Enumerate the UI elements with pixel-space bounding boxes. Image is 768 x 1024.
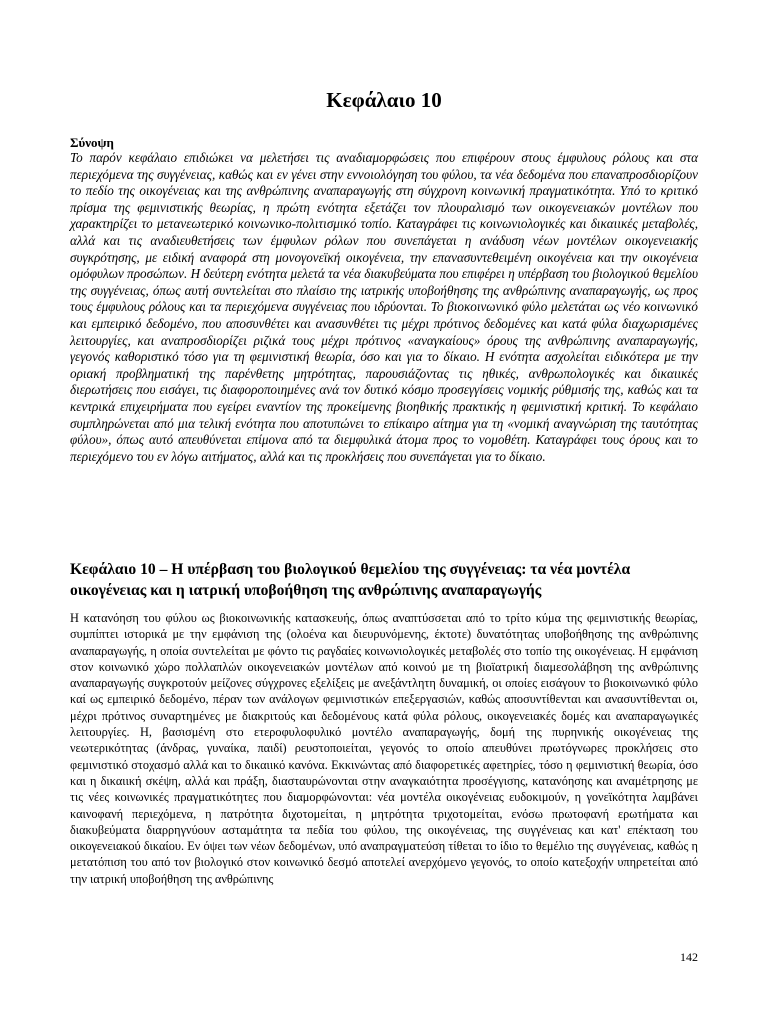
section-heading: Κεφάλαιο 10 – Η υπέρβαση του βιολογικού θεμελίου της συγγένειας: τα νέα μοντέλα οικογένειας και η ιατρική υποβοήθηση της ανθρώπινης αναπαραγωγής — [70, 561, 631, 599]
chapter-title: Κεφάλαιο 10 — [326, 88, 442, 112]
body-paragraph: Η κατανόηση του φύλου ως βιοκοινωνικής κατασκευής, όπως αναπτύσσεται από το τρίτο κύμα της φεμινιστικής θεωρίας, συμπίπτει ιστορικά με την εμφάνιση της (ολοένα και διευρυνόμενης, έκτοτε) δυνατότητας υποβοήθησης της ανθρώπινης αναπαραγωγής, η οποία συντελείται με φόντο τις ραγδαίες κοινωνιολογικές μεταβολές στο τοπίο της οικογένειας. Η εμφάνιση στον κοινωνικό χώρο πολλαπλών οικογενειακών μοντέλων από κοινού με τη βιοϊατρική διαμεσολάβηση της ανθρώπινης αναπαραγωγής συγκροτούν μείζονες σύγχρονες εξελίξεις με ανεξάντλητη δυναμική, οι οποίες εισάγουν το βιοκοινωνικό φύλο καί ως εμπειρικό δεδομένο, πέραν των ανάλογων φεμινιστικών επεξεργασιών, καθώς αποσυντίθενται και ανασυντίθενται οι, μέχρι πρότινος συναρτημένες με διακριτούς και δεδομένους κατά φύλα ρόλους, οικογενειακές δομές και αναπαραγωγικές λειτουργίες. Η, βασισμένη στο ετεροφυλοφυλικό μοντέλο αναπαραγωγής, δομή της πυρηνικής οικογένειας της νεωτερικότητας (άνδρας, γυναίκα, παιδί) ρευστοποιείται, γεγονός το οποίο απευθύνει πρωτόγνωρες προκλήσεις στο φεμινιστικό στοχασμό αλλά και το δικαιικό κανόνα. Εκκινώντας από διαφορετικές αφετηρίες, τόσο η φεμινιστική θεωρία, όσο και η δικαιική σκέψη, αλλά και πράξη, διασταυρώνονται στην αναγκαιότητα προσέγγισης, κατανόησης και αναμέτρησης με τις νέες κοινωνικές πραγματικότητες που διαμορφώνονται: νέα μοντέλα οικογένειας ευδοκιμούν, η γονεϊκότητα λαμβάνει καινοφανή περιεχόμενα, η πατρότητα διχοτομείται, η μητρότητα τριχοτομείται, ενόσω πρωτοφανή ερωτήματα και διακυβεύματα διαρρηγνύουν ασταμάτητα τα πεδία του φύλου, της οικογένειας, της συγγένειας και κατ' επέκταση του οικογενειακού δικαίου. Εν όψει των νέων δεδομένων, υπό αναπραγματεύση τίθεται το ίδιο το θεμέλιο της συγγένειας, καθώς η μετατόπιση του από τον βιολογικό στον κοινωνικό δεσμό αποτελεί ανερχόμενο γεγονός, το οποίο κατεξοχήν υπηρετείται από την ιατρική υποβοήθηση της ανθρώπινης — [70, 611, 698, 886]
summary-label: Σύνοψη — [70, 135, 114, 150]
summary-text: Το παρόν κεφάλαιο επιδιώκει να μελετήσει τις αναδιαμορφώσεις που επιφέρουν στους έμφυλους ρόλους και στα περιεχόμενα της συγγένειας, καθώς και εν γένει στην εννοιολόγηση του φύλου, τα νέα δεδομένα που επαναπροσδιορίζουν το πεδίο της οικογένειας και της ανθρώπινης αναπαραγωγής στη σύγχρονη κοινωνική πραγματικότητα. Υπό το κριτικό πρίσμα της φεμινιστικής θεωρίας, η πρώτη ενότητα εξετάζει τον πλουραλισμό των οικογενειακών μοντέλων που χαρακτηρίζει το μετανεωτερικό κοινωνικο-πολιτισμικό τοπίο. Καταγράφει τις κοινωνιολογικές και δικαιικές μεταβολές, αλλά και τις αναδιευθετήσεις των έμφυλων ρόλων που συνεπάγεται η ανάδυση νέων μοντέλων οικογενειακής συγκρότησης, με ειδική αναφορά στη μονογονεϊκή οικογένεια, την επανασυντεθειμένη οικογένεια και την οικογένεια ομόφυλων προσώπων. Η δεύτερη ενότητα μελετά τα νέα διακυβεύματα που επιφέρει η υπέρβαση του βιολογικού θεμελίου της συγγένειας, όπως αυτή συντελείται στο πλαίσιο της ιατρικής υποβοήθησης της ανθρώπινης αναπαραγωγής, ως προς τους έμφυλους ρόλους και τα περιεχόμενα συγγένειας που ιδρύονται. Το βιοκοινωνικό φύλο μελετάται ως νέο κοινωνικό και εμπειρικό δεδομένο, που αποσυνθέτει και ανασυνθέτει τις μέχρι πρότινος δεδομένες και κατά φύλα διαχωρισμένες λειτουργίες, και αναπροσδιορίζει ριζικά τους μέχρι πρότινος «αναγκαίους» όρους της ανθρώπινης αναπαραγωγής, γεγονός καθοριστικό τόσο για τη φεμινιστική θεωρία, όσο και για το δίκαιο. Η ενότητα ασχολείται ειδικότερα με την οριακή προβληματική της παρένθετης μητρότητας, παρουσιάζοντας τις ηθικές, ανθρωπολογικές και δικαιικές διερωτήσεις που εισάγει, τις διαφοροποιημένες ανά τον δυτικό κόσμο προσεγγίσεις νομικής ρύθμισής της, καθώς και τα κεντρικά επιχειρήματα που εγείρει εναντίον της προκείμενης βιοηθικής πρακτικής η φεμινιστική κριτική. Το κεφάλαιο συμπληρώνεται από μια τελική ενότητα που αποτυπώνει το επίκαιρο αίτημα για τη «νομική αναγνώριση της ταυτότητας φύλου», όπως αυτό απευθύνεται επίμονα από τα διεμφυλικά άτομα προς το νομοθέτη. Καταγράφει τους όρους και το περιεχόμενο του εν λόγω αιτήματος, αλλά και τις προκλήσεις που συνεπάγεται για το δίκαιο. — [70, 150, 698, 464]
page-number: 142 — [680, 950, 698, 964]
